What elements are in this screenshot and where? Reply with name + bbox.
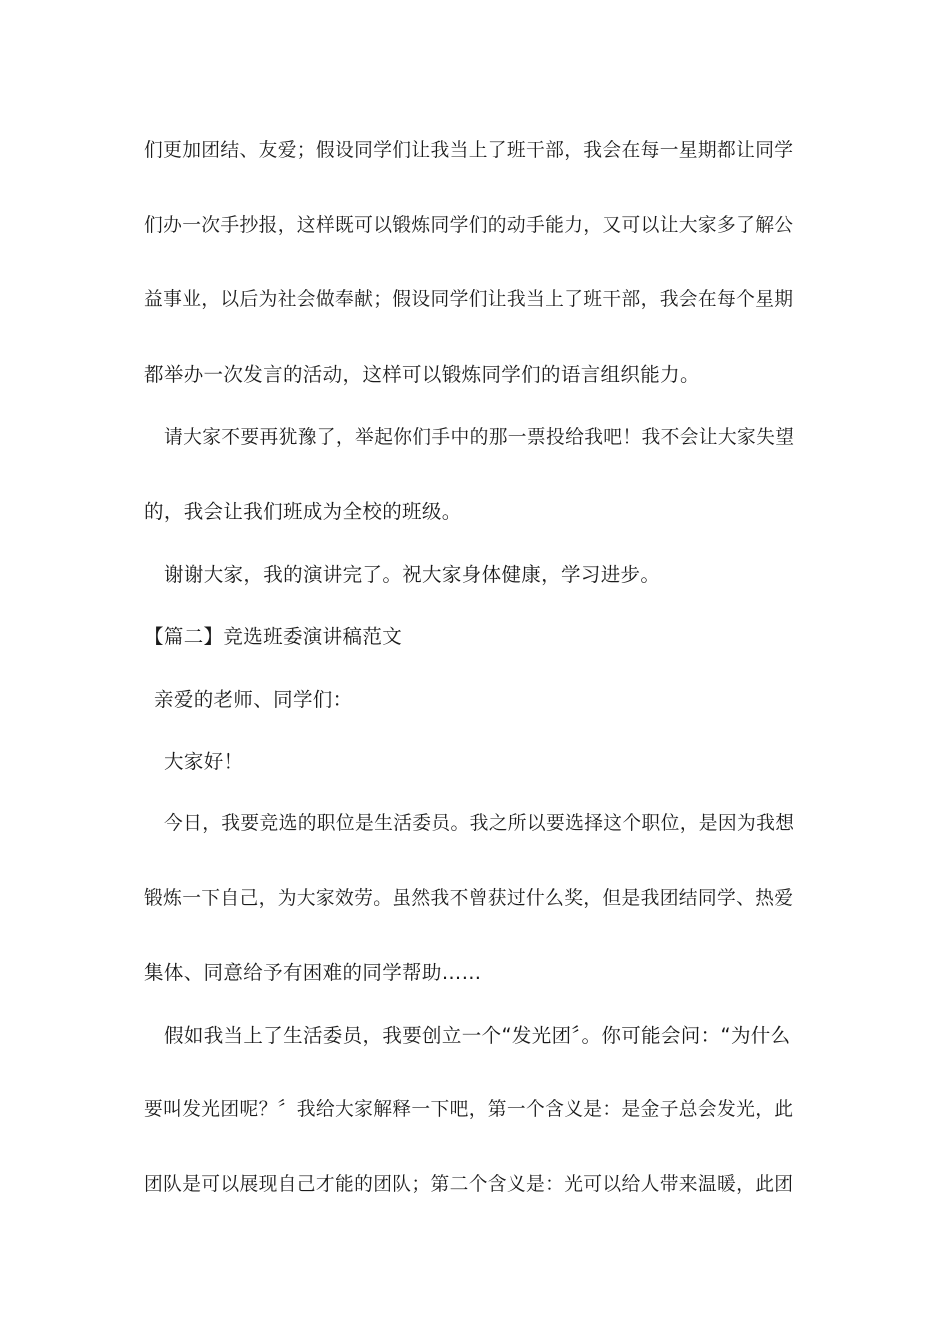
section-heading: 【篇二】竞选班委演讲稿范文	[144, 625, 403, 648]
paragraph-line: 们更加团结、友爱；假设同学们让我当上了班干部，我会在每一星期都让同学	[144, 140, 794, 161]
greeting: 大家好！	[164, 750, 244, 773]
paragraph-line: 益事业，以后为社会做奉献；假设同学们让我当上了班干部，我会在每个星期	[144, 289, 794, 310]
paragraph-line: 们办一次手抄报，这样既可以锻炼同学们的动手能力，又可以让大家多了解公	[144, 215, 794, 236]
paragraph-line: 谢谢大家，我的演讲完了。祝大家身体健康，学习进步。	[164, 563, 661, 586]
paragraph-line: 锻炼一下自己，为大家效劳。虽然我不曾获过什么奖，但是我团结同学、热爱	[144, 888, 794, 909]
paragraph-line: 的，我会让我们班成为全校的班级。	[144, 500, 462, 523]
paragraph-line: 请大家不要再犹豫了，举起你们手中的那一票投给我吧！我不会让大家失望	[164, 427, 795, 448]
salutation: 亲爱的老师、同学们：	[154, 688, 353, 711]
paragraph-line: 要叫发光团呢？〞我给大家解释一下吧，第一个含义是：是金子总会发光，此	[144, 1099, 794, 1120]
paragraph-line: 都举办一次发言的活动，这样可以锻炼同学们的语言组织能力。	[144, 363, 700, 386]
paragraph-line: 今日，我要竞选的职位是生活委员。我之所以要选择这个职位，是因为我想	[164, 813, 795, 834]
paragraph-line: 假如我当上了生活委员，我要创立一个“发光团〞。你可能会问：“为什么	[164, 1024, 791, 1047]
paragraph-line: 集体、同意给予有困难的同学帮助……	[144, 961, 482, 984]
paragraph-line: 团队是可以展现自己才能的团队；第二个含义是：光可以给人带来温暖，此团	[144, 1174, 794, 1195]
